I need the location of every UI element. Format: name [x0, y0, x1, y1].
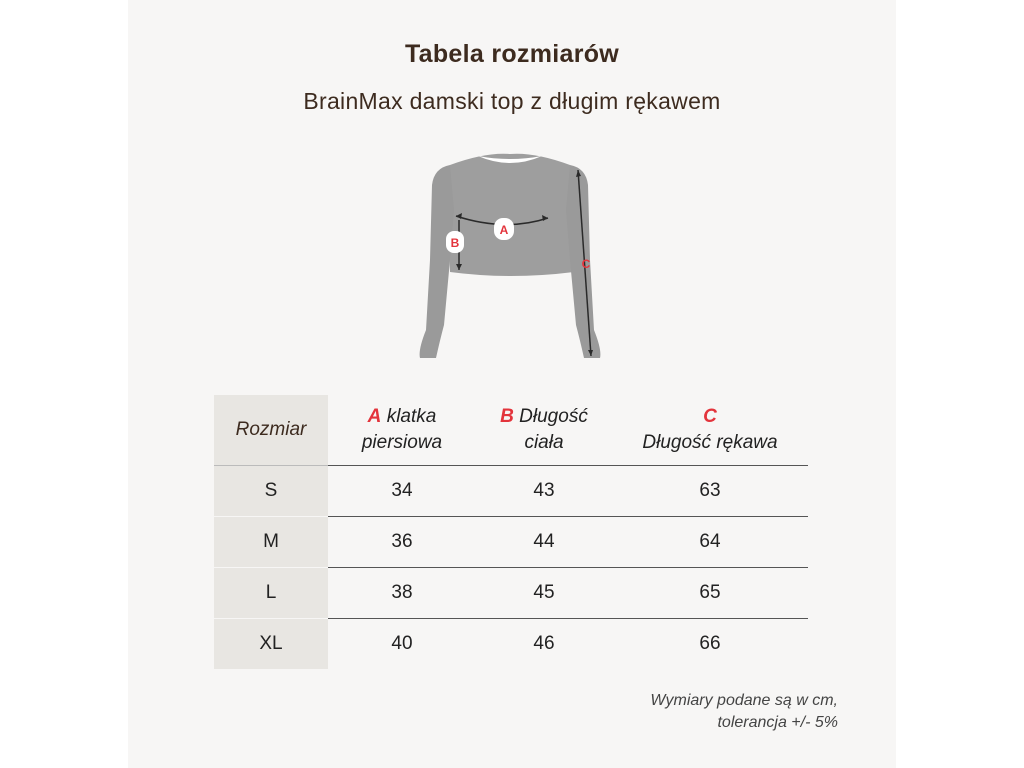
- chest-cell: 36: [328, 517, 476, 568]
- crop-top-shape: [420, 154, 601, 358]
- header-a-line2: piersiowa: [361, 432, 443, 453]
- header-c: [612, 395, 808, 466]
- size-cell: M: [214, 517, 328, 568]
- table-row: [214, 568, 808, 619]
- size-cell: XL: [214, 619, 328, 670]
- note-line2: tolerancja +/- 5%: [717, 714, 838, 731]
- body-length-cell: 46: [533, 633, 555, 654]
- body-length-cell: 44: [476, 517, 612, 568]
- header-c-letter: C: [703, 406, 717, 427]
- sleeve-length-cell: 64: [612, 517, 808, 568]
- chest-cell: 40: [391, 633, 413, 654]
- page-title: Tabela rozmiarów: [404, 40, 620, 68]
- note-line1: Wymiary podane są w cm,: [650, 692, 838, 709]
- body-length-cell: 43: [476, 466, 612, 517]
- header-a-line1: klatka: [386, 406, 437, 427]
- label-a: A: [499, 223, 509, 237]
- measurement-note: [538, 690, 838, 734]
- header-b-letter: B: [500, 406, 514, 427]
- header-b: [476, 395, 612, 466]
- header-size: Rozmiar: [214, 395, 328, 466]
- sleeve-length-cell: 65: [612, 568, 808, 619]
- body-length-cell: 45: [476, 568, 612, 619]
- garment-diagram: [390, 140, 630, 370]
- header-b-line2: ciała: [524, 432, 564, 453]
- product-subtitle: BrainMax damski top z długim rękawem: [303, 88, 721, 114]
- chest-cell: 34: [328, 466, 476, 517]
- header-a-letter: A: [367, 406, 382, 427]
- header-b-line1: Długość: [519, 406, 588, 427]
- chest-cell: 38: [328, 568, 476, 619]
- table-row: [214, 619, 808, 670]
- label-b: B: [450, 236, 460, 250]
- sleeve-length-cell: 63: [612, 466, 808, 517]
- header-a: [328, 395, 476, 466]
- sleeve-length-cell: 66: [699, 633, 721, 654]
- table-row: [214, 517, 808, 568]
- table-header-row: [214, 395, 808, 466]
- size-cell: L: [214, 568, 328, 619]
- size-table: [214, 395, 808, 669]
- table-row: [214, 466, 808, 517]
- size-cell: S: [214, 466, 328, 517]
- label-c: C: [581, 257, 591, 271]
- header-c-line2: Długość rękawa: [642, 432, 778, 453]
